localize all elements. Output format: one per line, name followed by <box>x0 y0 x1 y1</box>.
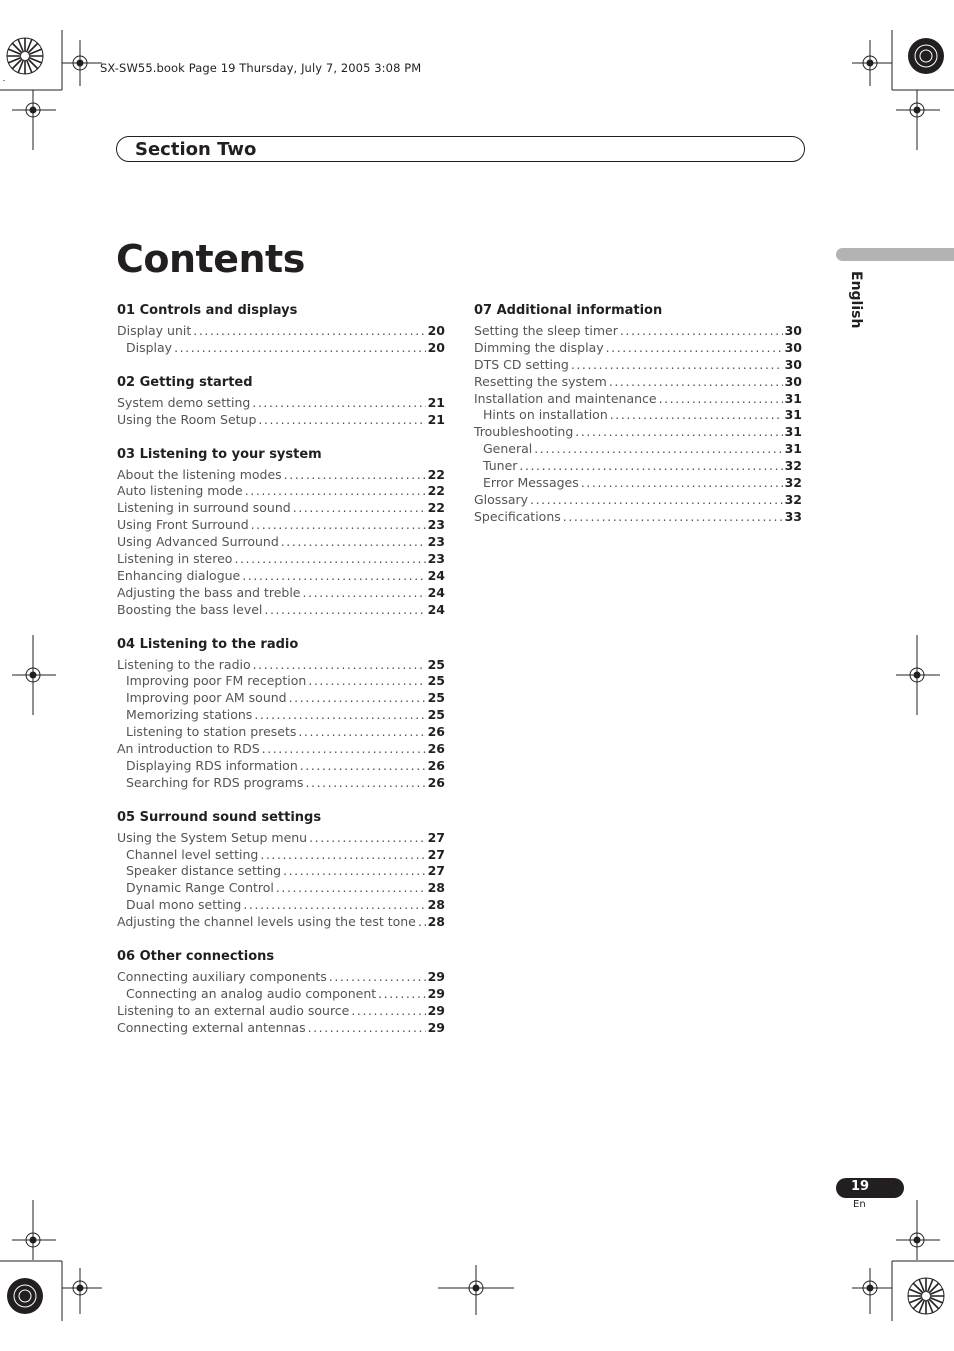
toc-entry[interactable] <box>474 340 802 357</box>
toc-entry[interactable] <box>117 657 445 674</box>
toc-entry-title: Listening in surround sound <box>117 500 291 516</box>
registration-target-icon <box>5 36 45 76</box>
toc-entry[interactable] <box>474 407 802 424</box>
toc-entry-title: Channel level setting <box>126 846 259 862</box>
toc-entry[interactable] <box>117 880 445 897</box>
dot-leader <box>519 458 782 475</box>
toc-entry[interactable] <box>117 323 445 340</box>
toc-entry-title: Improving poor FM reception <box>126 673 307 689</box>
language-label: English <box>848 271 864 329</box>
toc-entry[interactable] <box>117 986 445 1003</box>
toc-entry[interactable] <box>117 551 445 568</box>
toc-entry[interactable] <box>474 441 802 458</box>
toc-entry-page: 25 <box>427 673 445 689</box>
toc-entry-page: 33 <box>784 508 802 524</box>
toc-entry-title: Displaying RDS information <box>126 757 298 773</box>
dot-leader <box>303 585 426 602</box>
dot-leader <box>193 323 425 340</box>
toc-entry-title: Using Front Surround <box>117 517 249 533</box>
toc-entry-page: 25 <box>427 656 445 672</box>
toc-entry[interactable] <box>117 602 445 619</box>
dot-leader <box>254 707 425 724</box>
toc-entry-page: 31 <box>784 441 802 457</box>
toc-entry-page: 30 <box>784 356 802 372</box>
toc-entry-title: Hints on installation <box>483 407 608 423</box>
toc-entry[interactable] <box>117 673 445 690</box>
dot-leader <box>378 986 425 1003</box>
toc-section-title: 01 Controls and displays <box>117 303 298 318</box>
toc-entry-page: 25 <box>427 690 445 706</box>
toc-entry[interactable] <box>474 458 802 475</box>
toc-entry-title: About the listening modes <box>117 466 282 482</box>
book-file-header: SX-SW55.book Page 19 Thursday, July 7, 2005 3:08 PM <box>100 61 422 75</box>
toc-entry-title: Boosting the bass level <box>117 601 263 617</box>
dot-leader <box>293 500 426 517</box>
dot-leader <box>575 424 782 441</box>
toc-entry-title: Auto listening mode <box>117 483 243 499</box>
toc-entry-title: Adjusting the bass and treble <box>117 584 301 600</box>
dot-leader <box>329 969 426 986</box>
toc-entry-page: 30 <box>784 323 802 338</box>
toc-entry-title: Troubleshooting <box>474 424 574 440</box>
toc-entry-title: Installation and maintenance <box>474 390 657 406</box>
dot-leader <box>258 412 425 429</box>
toc-entry[interactable] <box>474 424 802 441</box>
toc-entry-title: Dimming the display <box>474 339 604 355</box>
dot-leader <box>284 467 426 484</box>
toc-entry[interactable] <box>117 1020 445 1037</box>
dot-leader <box>252 395 425 412</box>
toc-entry[interactable] <box>117 969 445 986</box>
toc-entry-title: Listening to station presets <box>126 724 297 740</box>
toc-entry-page: 26 <box>427 774 445 790</box>
toc-entry-page: 27 <box>427 863 445 879</box>
toc-entry-page: 32 <box>784 475 802 491</box>
toc-entry-page: 32 <box>784 491 802 507</box>
toc-entry[interactable] <box>117 340 445 357</box>
dot-leader <box>606 340 783 357</box>
toc-entry-page: 24 <box>427 601 445 617</box>
dot-leader <box>610 407 783 424</box>
toc-entry[interactable] <box>117 585 445 602</box>
dot-leader <box>581 475 783 492</box>
toc-entry[interactable] <box>117 483 445 500</box>
dot-leader <box>563 509 783 526</box>
dot-leader <box>289 690 426 707</box>
toc-entry-page: 30 <box>784 373 802 389</box>
section-banner <box>116 136 805 162</box>
toc-entry-title: Display <box>126 339 173 355</box>
page-title: Contents <box>116 237 305 281</box>
dot-leader <box>306 775 426 792</box>
crosshair-icon <box>12 1200 56 1260</box>
dot-leader <box>283 863 426 880</box>
toc-section-title: 05 Surround sound settings <box>117 809 322 825</box>
toc-entry-page: 29 <box>427 1019 445 1035</box>
toc-entry-page: 21 <box>427 411 445 427</box>
toc-entry-title: Dual mono setting <box>126 897 242 913</box>
toc-entry-page: 23 <box>427 534 445 550</box>
toc-entry-page: 22 <box>427 500 445 516</box>
toc-entry-title: Tuner <box>483 458 518 474</box>
toc-entry[interactable] <box>117 724 445 741</box>
toc-entry-page: 22 <box>427 483 445 499</box>
toc-entry-page: 31 <box>784 424 802 440</box>
dot-leader <box>571 357 783 374</box>
toc-right-column <box>474 299 802 526</box>
toc-entry-page: 24 <box>427 567 445 583</box>
dot-leader <box>245 483 426 500</box>
toc-entry-page: 27 <box>427 829 445 845</box>
toc-entry-page: 20 <box>427 323 445 338</box>
registration-target-icon <box>906 1276 946 1316</box>
toc-entry-page: 26 <box>427 757 445 773</box>
toc-entry-title: Connecting external antennas <box>117 1019 306 1035</box>
toc-entry-title: Using the System Setup menu <box>117 829 308 845</box>
crosshair-icon <box>852 40 892 86</box>
crosshair-icon <box>12 90 56 150</box>
section-label: Section Two <box>135 139 257 160</box>
dot-leader <box>534 441 782 458</box>
dot-leader <box>253 657 426 674</box>
toc-entry[interactable] <box>117 568 445 585</box>
toc-entry-page: 28 <box>427 897 445 913</box>
toc-entry[interactable] <box>117 847 445 864</box>
toc-entry-title: DTS CD setting <box>474 356 569 372</box>
page-language-code: En <box>853 1199 866 1210</box>
toc-entry-page: 21 <box>427 394 445 410</box>
toc-entry[interactable] <box>474 391 802 408</box>
toc-entry[interactable] <box>474 475 802 492</box>
toc-entry-page: 30 <box>784 339 802 355</box>
toc-entry-title: Listening in stereo <box>117 551 233 567</box>
toc-entry-title: System demo setting <box>117 394 251 410</box>
toc-entry-page: 24 <box>427 584 445 600</box>
toc-entry-title: Connecting an analog audio component <box>126 985 377 1001</box>
toc-entry-page: 32 <box>784 458 802 474</box>
dot-leader <box>300 758 426 775</box>
crosshair-icon <box>438 1265 514 1315</box>
toc-entry-page: 29 <box>427 1002 445 1018</box>
dot-leader <box>530 492 783 509</box>
dot-leader <box>308 1020 426 1037</box>
dot-leader <box>260 847 425 864</box>
toc-entry[interactable] <box>117 897 445 914</box>
toc-entry-page: 27 <box>427 846 445 862</box>
toc-entry-title: Searching for RDS programs <box>126 774 304 790</box>
registration-target-icon <box>906 36 946 76</box>
dot-leader <box>242 568 425 585</box>
crosshair-icon <box>62 40 102 86</box>
toc-entry[interactable] <box>474 374 802 391</box>
toc-entry-page: 28 <box>427 880 445 896</box>
toc-entry-page: 20 <box>427 339 445 355</box>
toc-entry[interactable] <box>474 357 802 374</box>
toc-entry[interactable] <box>117 500 445 517</box>
toc-entry[interactable] <box>117 830 445 847</box>
dot-leader <box>264 602 425 619</box>
dot-leader <box>243 897 425 914</box>
dot-leader <box>609 374 783 391</box>
toc-entry-page: 31 <box>784 407 802 423</box>
toc-entry-title: Resetting the system <box>474 373 607 389</box>
toc-entry-title: Error Messages <box>483 475 579 491</box>
dot-leader <box>309 830 425 847</box>
toc-entry-page: 26 <box>427 724 445 740</box>
toc-entry[interactable] <box>474 509 802 526</box>
toc-entry-title: General <box>483 441 533 457</box>
toc-entry[interactable] <box>474 492 802 509</box>
page-number-badge <box>836 1178 904 1198</box>
toc-entry[interactable] <box>117 741 445 758</box>
toc-entry-title: Listening to the radio <box>117 656 251 672</box>
toc-section-title: 06 Other connections <box>117 949 275 965</box>
toc-entry[interactable] <box>117 914 445 931</box>
toc-entry-page: 25 <box>427 707 445 723</box>
dot-leader <box>281 534 426 551</box>
toc-entry[interactable] <box>117 412 445 429</box>
toc-entry-page: 31 <box>784 390 802 406</box>
toc-entry-page: 23 <box>427 517 445 533</box>
crosshair-icon <box>12 635 56 715</box>
toc-entry-title: Speaker distance setting <box>126 863 282 879</box>
toc-entry[interactable] <box>117 690 445 707</box>
toc-entry-title: Display unit <box>117 323 192 338</box>
crosshair-icon <box>896 635 940 715</box>
toc-entry-title: Using Advanced Surround <box>117 534 279 550</box>
dot-leader <box>251 517 426 534</box>
dot-leader <box>659 391 783 408</box>
dot-leader <box>620 323 783 340</box>
dot-leader <box>234 551 425 568</box>
crosshair-icon <box>896 90 940 150</box>
toc-entry[interactable] <box>117 467 445 484</box>
toc-entry-title: Specifications <box>474 508 561 524</box>
toc-section-title: 02 Getting started <box>117 374 253 390</box>
toc-entry-title: Enhancing dialogue <box>117 567 241 583</box>
dot-leader <box>276 880 426 897</box>
crosshair-icon <box>62 1268 102 1314</box>
toc-entry-title: Improving poor AM sound <box>126 690 287 706</box>
toc-entry[interactable] <box>117 707 445 724</box>
toc-entry-title: Using the Room Setup <box>117 411 257 427</box>
toc-entry-title: Glossary <box>474 491 529 507</box>
toc-section-title: 07 Additional information <box>474 303 663 318</box>
toc-entry-title: Adjusting the channel levels using the test tone <box>117 914 416 930</box>
language-tab <box>836 248 954 261</box>
toc-entry[interactable] <box>117 863 445 880</box>
toc-entry-title: Setting the sleep timer <box>474 323 618 338</box>
dot-leader <box>262 741 426 758</box>
toc-entry-title: Dynamic Range Control <box>126 880 274 896</box>
dot-leader <box>174 340 426 357</box>
toc-entry-page: 28 <box>427 914 445 930</box>
toc-entry[interactable] <box>117 517 445 534</box>
dot-leader <box>351 1003 425 1020</box>
toc-entry[interactable] <box>117 758 445 775</box>
toc-entry-page: 22 <box>427 466 445 482</box>
page-number: 19 <box>851 1179 870 1194</box>
toc-entry-page: 23 <box>427 551 445 567</box>
toc-entry[interactable] <box>117 395 445 412</box>
registration-target-icon <box>5 1276 45 1316</box>
toc-entry-title: An introduction to RDS <box>117 741 260 757</box>
toc-left-column <box>117 299 445 1037</box>
toc-entry[interactable] <box>117 534 445 551</box>
toc-section-title: 03 Listening to your system <box>117 446 322 462</box>
dot-leader <box>298 724 425 741</box>
crosshair-icon <box>896 1200 940 1260</box>
toc-entry[interactable] <box>117 775 445 792</box>
toc-section-title: 04 Listening to the radio <box>117 636 299 652</box>
toc-entry-page: 29 <box>427 969 445 985</box>
crosshair-icon <box>852 1268 892 1314</box>
toc-entry[interactable] <box>474 323 802 340</box>
toc-entry-title: Connecting auxiliary components <box>117 969 327 985</box>
toc-entry-title: Memorizing stations <box>126 707 253 723</box>
toc-entry-page: 29 <box>427 985 445 1001</box>
toc-entry[interactable] <box>117 1003 445 1020</box>
toc-entry-page: 26 <box>427 741 445 757</box>
toc-entry-title: Listening to an external audio source <box>117 1002 350 1018</box>
dot-leader <box>308 673 425 690</box>
dot-leader <box>418 914 426 931</box>
